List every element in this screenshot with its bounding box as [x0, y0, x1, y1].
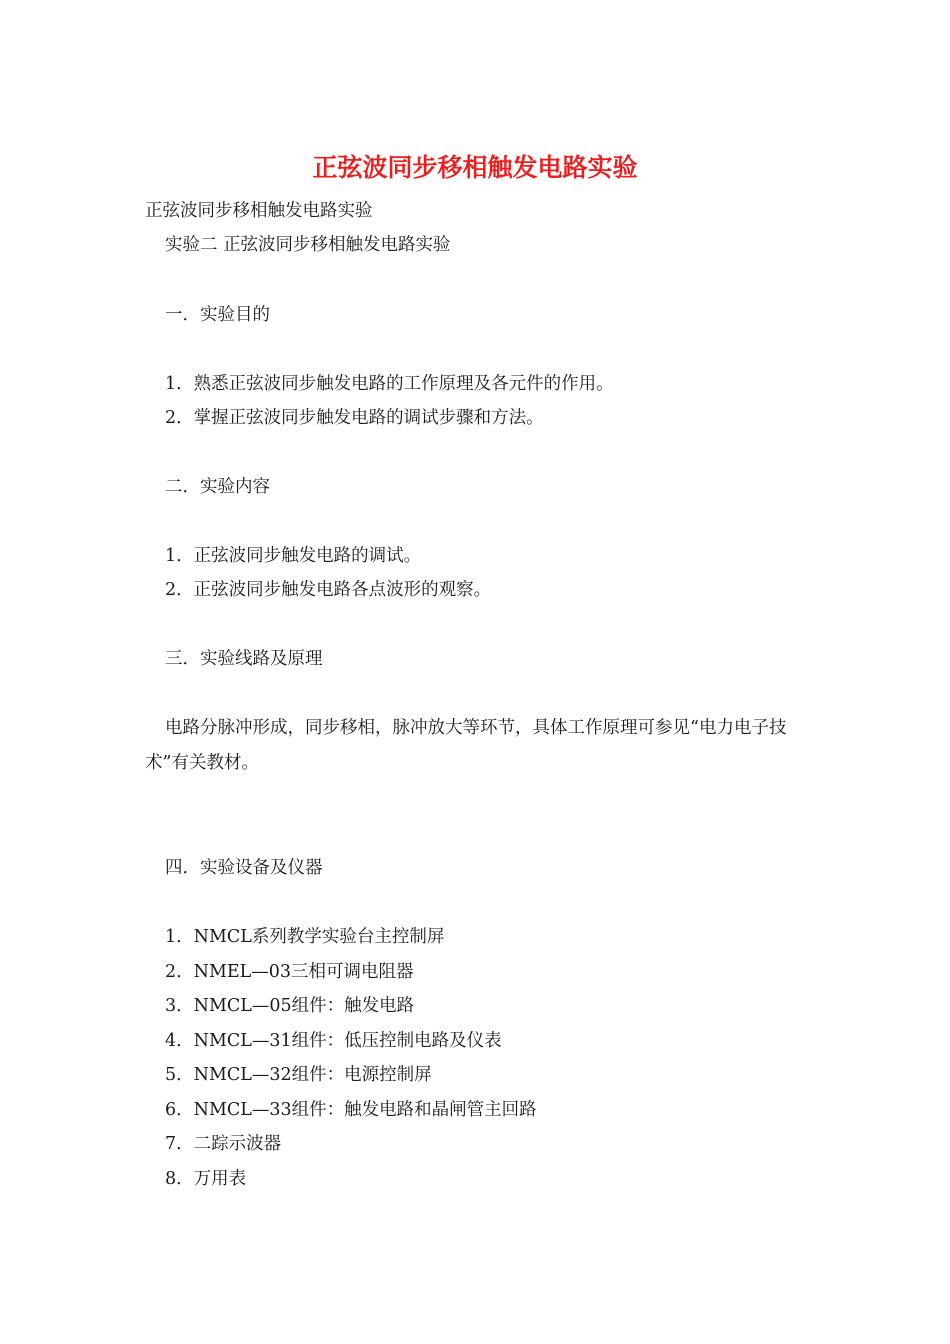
- principle-paragraph: 电路分脉冲形成，同步移相，脉冲放大等环节，具体工作原理可参见“电力电子技术”有关教材。: [145, 718, 787, 773]
- section-heading-principle: 三．实验线路及原理: [165, 649, 323, 669]
- equipment-item: 6．NMCL—33组件：触发电路和晶闸管主回路: [165, 1100, 537, 1120]
- section-heading-content: 二．实验内容: [165, 477, 270, 497]
- content-item: 1．正弦波同步触发电路的调试。: [165, 546, 422, 566]
- purpose-item: 1．熟悉正弦波同步触发电路的工作原理及各元件的作用。: [165, 374, 614, 394]
- purpose-item: 2．掌握正弦波同步触发电路的调试步骤和方法。: [165, 408, 544, 428]
- experiment-heading: 实验二 正弦波同步移相触发电路实验: [165, 235, 451, 255]
- equipment-item: 4．NMCL—31组件：低压控制电路及仪表: [165, 1031, 502, 1051]
- equipment-item: 8．万用表: [165, 1169, 247, 1189]
- equipment-item: 7．二踪示波器: [165, 1134, 282, 1154]
- section-heading-equipment: 四．实验设备及仪器: [165, 858, 323, 878]
- equipment-item: 2．NMEL—03三相可调电阻器: [165, 962, 414, 982]
- content-item: 2．正弦波同步触发电路各点波形的观察。: [165, 580, 492, 600]
- document-subtitle: 正弦波同步移相触发电路实验: [145, 201, 373, 221]
- equipment-item: 5．NMCL—32组件：电源控制屏: [165, 1065, 432, 1085]
- equipment-item: 1．NMCL系列教学实验台主控制屏: [165, 927, 445, 947]
- section-heading-purpose: 一．实验目的: [165, 305, 270, 325]
- equipment-item: 3．NMCL—05组件：触发电路: [165, 996, 415, 1016]
- document-title: 正弦波同步移相触发电路实验: [312, 153, 638, 182]
